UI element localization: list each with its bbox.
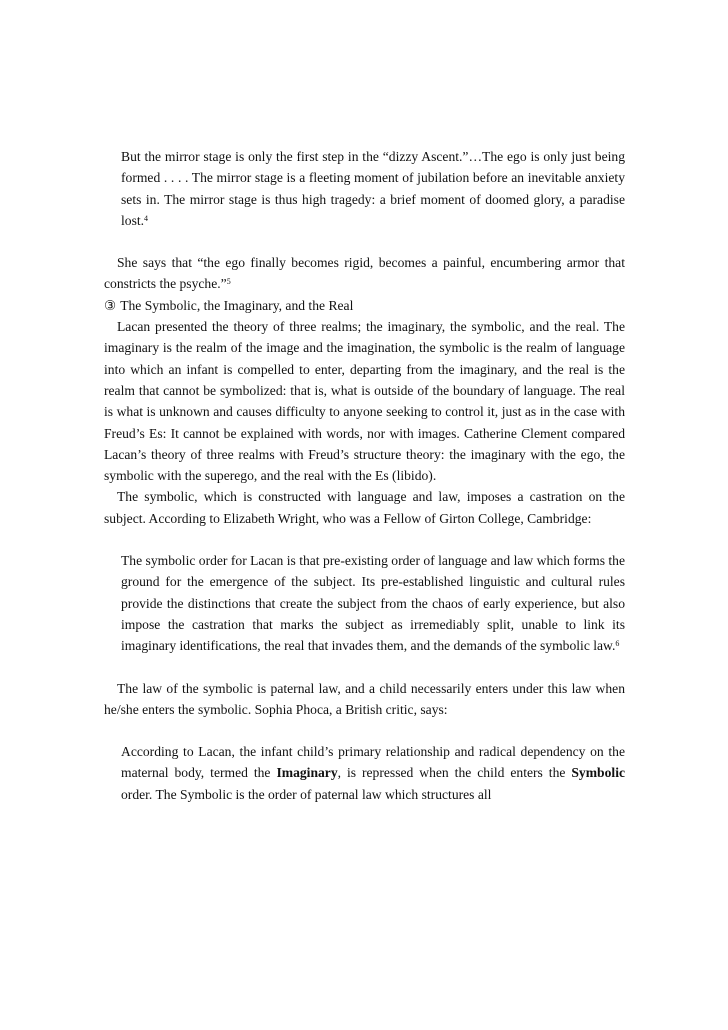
block-quote-wright bbox=[121, 550, 625, 656]
quote-text-part: order. The Symbolic is the order of paternal law which structures all bbox=[121, 786, 492, 802]
section-heading bbox=[104, 295, 625, 316]
block-quote-phoca bbox=[121, 741, 625, 805]
paragraph-three-realms: Lacan presented the theory of three realms; the imaginary, the symbolic, and the real. The imaginary is the realm of the image and the imagination, the symbolic is the realm of language into which an infant is compelled to enter, departing from the imaginary, and the real is the realm that cannot be symbolized: that is, what is outside of the boundary of language. The real is what is unknown and causes difficulty to anyone seeking to control it, just as in the case with Freud’s Es: It cannot be explained with words, nor with images. Catherine Clement compared Lacan’s theory of three realms with Freud’s structure theory: the imaginary with the ego, the symbolic with the superego, and the real with the Es (libido). bbox=[104, 319, 625, 484]
paragraph-symbolic-castration: The symbolic, which is constructed with language and law, imposes a castration on the subject. According to Elizabeth Wright, who was a Fellow of Girton College, Cambridge: bbox=[104, 489, 625, 526]
quote-text-part: According to Lacan, the infant child’s primary relationship and radical dependency on the maternal body, termed the bbox=[121, 744, 625, 781]
quote-text-part: , is repressed when the child enters the bbox=[337, 765, 566, 781]
section-title: The Symbolic, the Imaginary, and the Real bbox=[120, 297, 354, 313]
paragraph-paternal-law: The law of the symbolic is paternal law, and a child necessarily enters under this law when he/she enters the symbolic. Sophia Phoca, a British critic, says: bbox=[104, 680, 625, 717]
quote-text: But the mirror stage is only the first step in the “dizzy Ascent.”…The ego is only just being formed . . . . The mirror stage is a fleeting moment of jubilation before an inevitable anxiety sets in. The mirror stage is thus high tragedy: a brief moment of doomed glory, a paradise lost. bbox=[121, 149, 625, 228]
circled-number-icon: ③ bbox=[104, 297, 117, 313]
paragraph-ego-armor bbox=[104, 252, 625, 295]
paragraph-text: She says that “the ego finally becomes rigid, becomes a painful, encumbering armor that constricts the psyche.” bbox=[104, 255, 625, 292]
term-symbolic: Symbolic bbox=[571, 765, 625, 781]
quote-text: The symbolic order for Lacan is that pre-existing order of language and law which forms the ground for the emergence of the subject. Its pre-established linguistic and cultural rules provide the distinctions that create the subject from the chaos of early experience, but also impose the castration that marks the subject as irremediably split, unable to link its imaginary identifications, the real that invades them, and the demands of the symbolic law. bbox=[121, 553, 625, 654]
block-quote-mirror-stage bbox=[121, 146, 625, 231]
footnote-marker: 6 bbox=[615, 639, 620, 649]
footnote-marker: 4 bbox=[144, 213, 149, 223]
document-page bbox=[104, 146, 625, 805]
footnote-marker: 5 bbox=[226, 277, 231, 287]
term-imaginary: Imaginary bbox=[276, 765, 338, 781]
